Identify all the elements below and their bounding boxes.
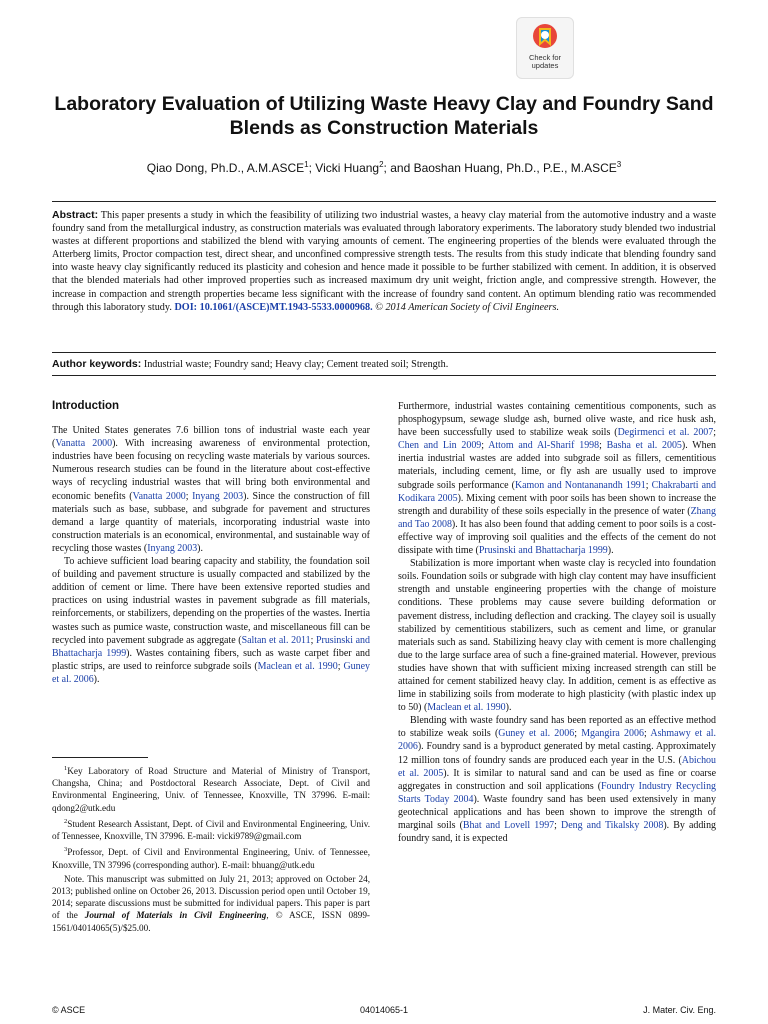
citation-link[interactable]: Abichou et al. 2005 bbox=[398, 754, 716, 779]
intro-paragraph-1: The United States generates 7.6 billion tons of industrial waste each year (Vanatta 2000). With increasing awareness of environmental protection, industries have been focusing on recycling waste materials by various sources. Numerous research studies can be found in the literature about cost-effective ways of recycling industrial wastes that will bring both environmental and economic benefits (Vanatta 2000; Inyang 2003). Since the construction of fill materials such as base, subbase, and subgrade for pavement and structures demand a large quantity of materials, incorporating industrial waste into construction materials is an economical, environmental, and sustainable way of recycling those wastes (Inyang 2003). bbox=[52, 425, 370, 554]
citation-link[interactable]: Chen and Lin 2009 bbox=[398, 440, 482, 452]
intro-paragraph-2: To achieve sufficient load bearing capacity and stability, the foundation soil of building and pavement structure is usually compacted and stabilized by the addition of cement or lime. There have been extensive reported studies and practices on using industrial wastes in pavement subgrade as fill materials, reinforcements, or stabilizers, depending on the properties of the wastes. Inertia wastes such as pumice waste, construction waste, and miscellaneous fill can be recycled into pavement subgrade as aggregate (Saltan et al. 2011; Prusinski and Bhattacharja 1999). Wastes containing fibers, such as waste carpet fiber and plastic strips, are used to reinforce subgrade soils (Maclean et al. 1990; Guney et al. 2006). bbox=[52, 556, 370, 685]
citation-link[interactable]: Saltan et al. 2011 bbox=[241, 634, 311, 646]
abstract bbox=[52, 209, 716, 314]
author-1-affil: 1 bbox=[304, 160, 309, 169]
footnote-1: $^1$Key Laboratory of Road Structure and Material of Ministry of Transport, Changsha, China; and Postdoctoral Research Associate, Dept. of Civil and Environmental Engineering, Univ. of Tennessee, Knoxville, TN 37996. E-mail: qdong2@utk.edu bbox=[52, 765, 370, 813]
section-heading-introduction: Introduction bbox=[52, 400, 120, 412]
submission-note: Note. This manuscript was submitted on July 21, 2013; approved on October 24, 2013; published online on October 26, 2013. Discussion period open until October 19, 2014; separate discussions must be submitted for individual papers. This paper is part of the Journal of Materials in Civil Engineering, © ASCE, ISSN 0899-1561/04014065(5)/$25.00. bbox=[52, 873, 370, 933]
paper-title: Laboratory Evaluation of Utilizing Waste Heavy Clay and Foundry Sand Blends as Construction Materials bbox=[54, 93, 714, 139]
right-column bbox=[398, 400, 716, 845]
doi-link[interactable]: 10.1061/(ASCE)MT.1943-5533.0000968. bbox=[197, 301, 373, 313]
citation-link[interactable]: Chakrabarti and Kodikara 2005 bbox=[398, 479, 716, 504]
footer-article-number: 04014065-1 bbox=[359, 1005, 409, 1015]
citation-link[interactable]: Foundry Industry Recycling Starts Today 2004 bbox=[398, 780, 717, 805]
left-column bbox=[52, 400, 370, 686]
badge-label: Check for updates bbox=[528, 53, 562, 70]
citation-link[interactable]: Guney et al. 2006 bbox=[498, 728, 575, 740]
abstract-label: Abstract: bbox=[52, 209, 99, 221]
footnote-3: $^3$Professor, Dept. of Civil and Environmental Engineering, Univ. of Tennessee, Knoxville, TN 37996 (corresponding author). E-mail: bhuang@utk.edu bbox=[52, 846, 370, 870]
doi-label: DOI: bbox=[174, 301, 198, 313]
footer-copyright: © ASCE bbox=[52, 1005, 86, 1015]
keywords-text: Industrial waste; Foundry sand; Heavy clay; Cement treated soil; Strength. bbox=[141, 359, 449, 370]
author-3-affil: 3 bbox=[616, 160, 622, 169]
citation-link[interactable]: Mgangira 2006 bbox=[581, 728, 644, 740]
citation-link[interactable]: Inyang 2003 bbox=[192, 490, 244, 502]
author-3: ; and Baoshan Huang, Ph.D., P.E., M.ASCE bbox=[383, 161, 617, 175]
footnote-rule bbox=[52, 757, 148, 758]
citation-link[interactable]: Bhat and Lovell 1997 bbox=[462, 820, 555, 831]
citation-link[interactable]: Attom and Al-Sharif 1998 bbox=[488, 440, 600, 452]
citation-link[interactable]: Guney et al. 2006 bbox=[52, 660, 370, 685]
author-2: ; Vicki Huang bbox=[308, 161, 380, 175]
citation-link[interactable]: Basha et al. 2005 bbox=[606, 440, 682, 452]
keywords-top-rule bbox=[52, 352, 716, 353]
footnote-2: $^2$Student Research Assistant, Dept. of Civil and Environmental Engineering, Univ. of Tennessee, Knoxville, TN 37996. E-mail: vicki9789@gmail.com bbox=[52, 817, 370, 842]
citation-link[interactable]: Vanatta 2000 bbox=[55, 438, 113, 450]
keywords-label: Author keywords: bbox=[52, 358, 142, 370]
citation-link[interactable]: Vanatta 2000 bbox=[132, 490, 186, 502]
footnotes bbox=[52, 763, 370, 936]
keywords-bottom-rule bbox=[52, 375, 716, 376]
citation-link[interactable]: Maclean et al. 1990 bbox=[427, 702, 506, 714]
check-for-updates-badge[interactable] bbox=[516, 17, 574, 79]
citation-link[interactable]: Maclean et al. 1990 bbox=[257, 660, 338, 672]
citation-link[interactable]: Ashmawy et al. 2006 bbox=[398, 728, 716, 753]
crossmark-icon bbox=[531, 22, 559, 52]
author-2-affil: 2 bbox=[379, 160, 384, 169]
citation-link[interactable]: Degirmenci et al. 2007 bbox=[617, 427, 714, 439]
right-paragraph-1: Furthermore, industrial wastes containing cementitious components, such as phosphogypsum, sewage sludge ash, burned olive waste, and rice husk ash, have been successfully used to stabilize weak soils (Degirmenci et al. 2007; Chen and Lin 2009; Attom and Al-Sharif 1998; Basha et al. 2005). When inertia industrial wastes are added into subgrade soil as fillers, cementitious materials, including cement, lime, or fly ash are usually used to improve subgrade soils performance (Kamon and Nontananandh 1991; Chakrabarti and Kodikara 2005). Mixing cement with poor soils has been shown to increase the strength and durability of these soils especially in the presence of water (Zhang and Tao 2008). It has also been found that adding cement to poor soils is a cost-effective way of improving soil qualities and the effects of the cement do not dissipate with time (Prusinski and Bhattacharja 1999). bbox=[398, 401, 717, 557]
journal-name: Journal of Materials in Civil Engineering bbox=[84, 910, 267, 921]
citation-link[interactable]: Prusinski and Bhattacharja 1999 bbox=[52, 634, 370, 659]
citation-link[interactable]: Zhang and Tao 2008 bbox=[398, 505, 716, 530]
citation-link[interactable]: Deng and Tikalsky 2008 bbox=[561, 820, 664, 831]
copyright-notice: © 2014 American Society of Civil Engineers. bbox=[372, 301, 559, 313]
author-keywords bbox=[52, 358, 716, 371]
citation-link[interactable]: Kamon and Nontananandh 1991 bbox=[514, 479, 646, 491]
abstract-text: This paper presents a study in which the feasibility of utilizing two industrial wastes, a heavy clay material from the automotive industry and a waste foundry sand from the metallurgical industry, as construction materials was evaluated through laboratory experiments. The laboratory study blended two industrial wastes at different proportions and stabilized the blend with varying amounts of cement. The engineering properties of the blends were evaluated through the Atterberg limits, Proctor compaction test, direct shear, and unconfined compressive strength tests. The results from this study indicate that blending foundry sand into waste heavy clay significantly reduced its plasticity and cohesion and hence made it possible to be further stabilized with cement. In addition, it is observed that the blended materials had other improved properties such as increased maximum dry unit weight, friction angle, and compressive strength. However, the increase in compaction and strength properties became less significant with the increase of foundry sand content. An optimum blending ratio was recommended through this laboratory study. bbox=[52, 210, 716, 313]
abstract-top-rule bbox=[52, 201, 716, 202]
author-line bbox=[40, 157, 728, 176]
citation-link[interactable]: Inyang 2003 bbox=[147, 542, 198, 554]
right-paragraph-2: Stabilization is more important when waste clay is recycled into foundation soils. Foundation soils or subgrade with high clay content may have insufficient strength and unstable engineering properties with the change of moisture conditions. These problems may cause severe building deformation or pavement distress, including deflection and cracking. The clayey soil is usually stabilized by cementitious stabilizers, such as cement and lime, or granular materials such as sand. Stabilizing heavy clay with cement is more challenging due to the large surface area of such a fine-grained material. However, previous studies have shown that with sufficient mixing increased strength can still be attained for cement stabilized heavy clay. In addition, cement is as effective as lime in stabilizing soils from moderate to high plasticity (with plastic index up to 50) (Maclean et al. 1990). bbox=[398, 558, 716, 714]
citation-link[interactable]: Prusinski and Bhattacharja 1999 bbox=[478, 545, 608, 557]
author-1: Qiao Dong, Ph.D., A.M.ASCE bbox=[146, 161, 305, 175]
right-paragraph-3: Blending with waste foundry sand has been reported as an effective method to stabilize weak soils (Guney et al. 2006; Mgangira 2006; Ashmawy et al. 2006). Foundry sand is a byproduct generated by metal casting. Approximately 12 million tons of foundry sands are produced each year in the U.S. (Abichou et al. 2005). It is similar to natural sand and can be used as fine or coarse aggregates in construction and soil applications (Foundry Industry Recycling Starts Today 2004). Waste foundry sand has been used extensively in many geotechnical applications and has been shown to improve the strength of marginal soils (Bhat and Lovell 1997; Deng and Tikalsky 2008). By adding foundry sand, it is expected bbox=[398, 715, 717, 845]
footer-journal: J. Mater. Civ. Eng. bbox=[643, 1005, 716, 1015]
